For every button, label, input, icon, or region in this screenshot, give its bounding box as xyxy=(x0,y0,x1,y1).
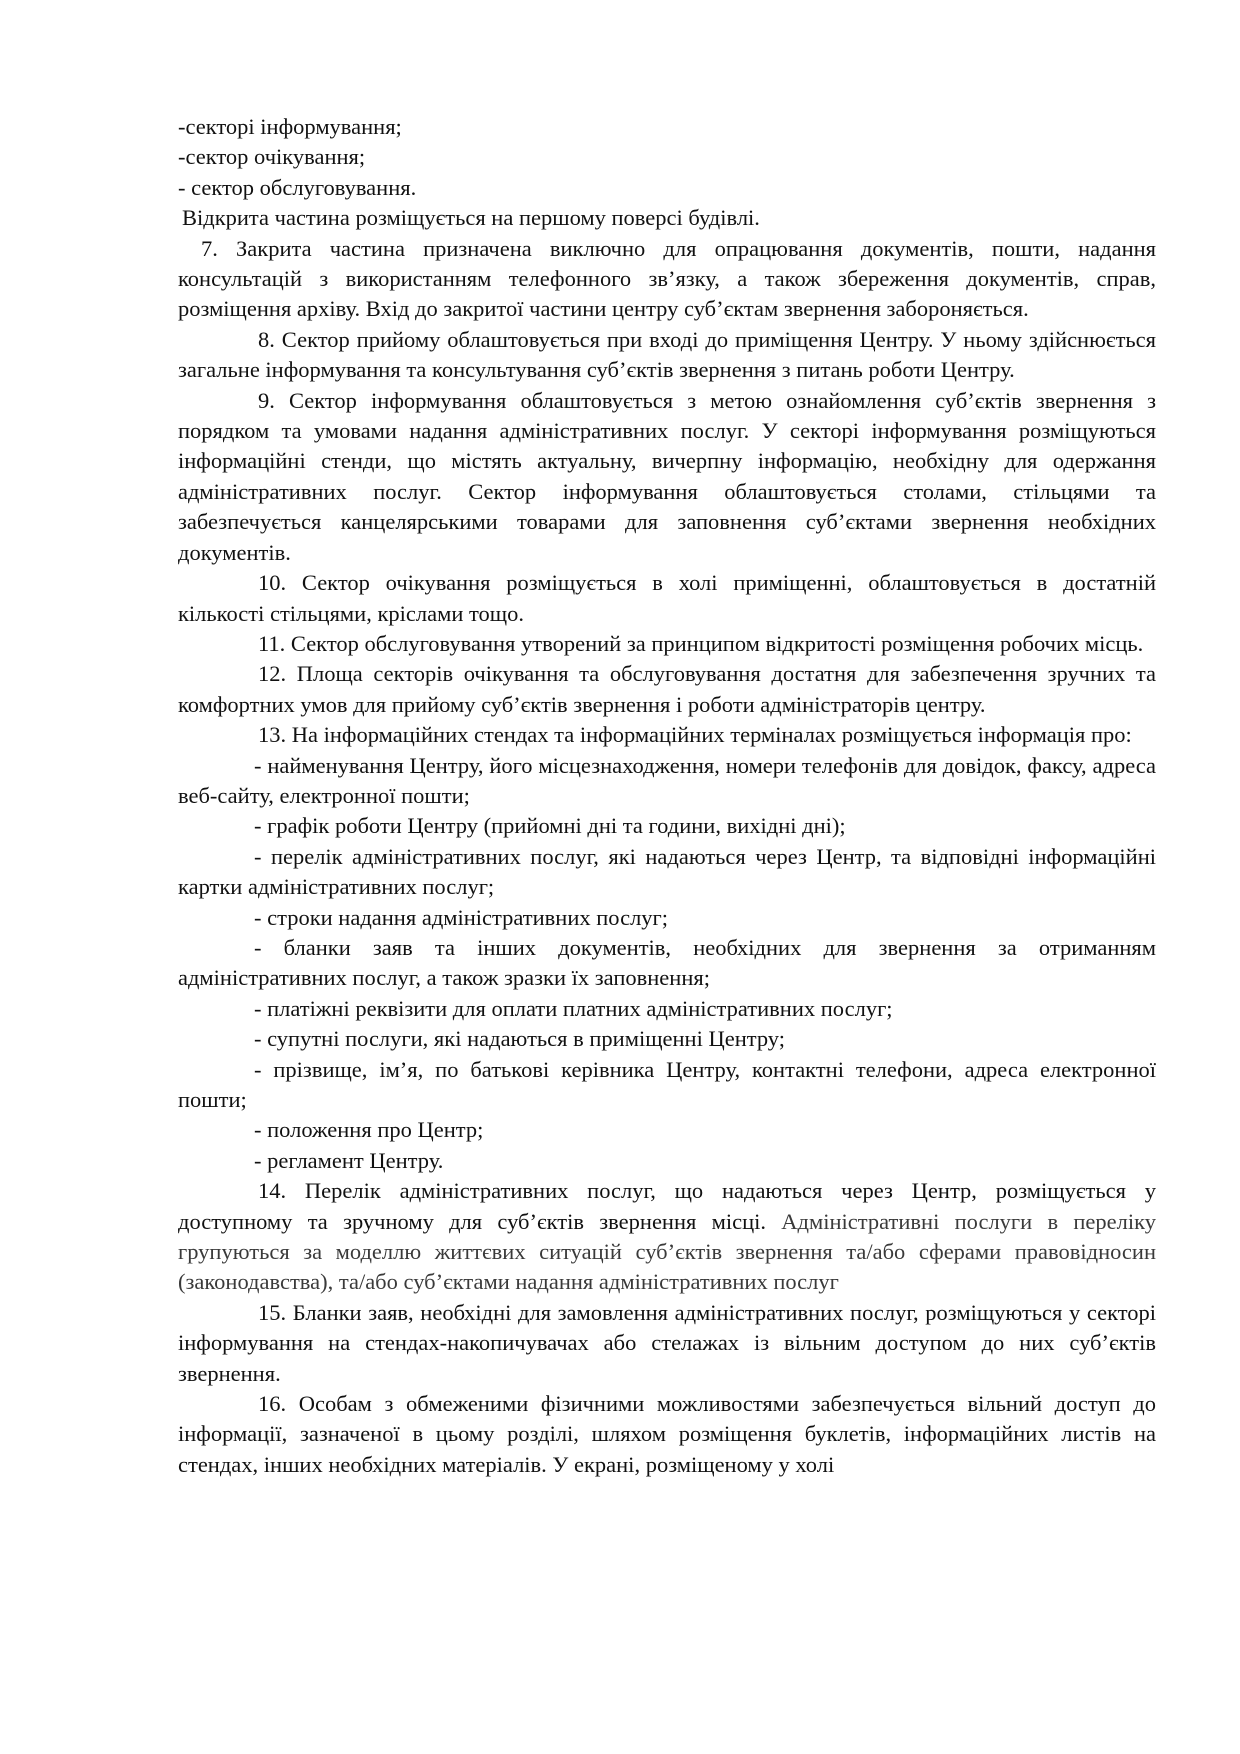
clause-13-text: 13. На інформаційних стендах та інформаційних терміналах розміщується інформація про: xyxy=(258,722,1132,748)
info-item-related-text: - супутні послуги, які надаються в приміщенні Центру; xyxy=(254,1026,786,1052)
info-item-payment-text: - платіжні реквізити для оплати платних адміністративних послуг; xyxy=(254,995,893,1021)
clause-7 xyxy=(178,234,1156,325)
sector-service-item-text: - сектор обслуговування. xyxy=(178,174,417,200)
clause-8 xyxy=(178,325,1156,386)
info-item-name-text: - найменування Центру, його місцезнаходження, номери телефонів для довідок, факсу, адреса веб-сайту, електронної пошти; xyxy=(178,752,1156,808)
sector-service-item xyxy=(178,173,1156,203)
info-item-payment xyxy=(178,994,1156,1024)
clause-10-text: 10. Сектор очікування розміщується в холі приміщенні, облаштовується в достатній кількості стільцями, кріслами тощо. xyxy=(178,570,1156,626)
clause-16-text: 16. Особам з обмеженими фізичними можливостями забезпечується вільний доступ до інформації, зазначеної в цьому розділі, шляхом розміщення буклетів, інформаційних листів на стендах, інших необхідних матеріалів. У екрані, розміщеному у холі xyxy=(178,1391,1156,1477)
sector-waiting-item xyxy=(178,142,1156,172)
clause-14 xyxy=(178,1176,1156,1298)
clause-13 xyxy=(178,720,1156,750)
clause-14-tail-text: Адміністративні послуги в переліку групуються за моделлю життєвих ситуацій суб’єктів звернення та/або сферами правовідносин (законодавства), та/або суб’єктами надання адміністративних послуг xyxy=(178,1208,1156,1295)
clause-12 xyxy=(178,659,1156,720)
document-page xyxy=(178,112,1156,1480)
info-item-related xyxy=(178,1024,1156,1054)
sector-informing-item xyxy=(178,112,1156,142)
info-item-services-list xyxy=(178,842,1156,903)
info-item-services-list-text: - перелік адміністративних послуг, які надаються через Центр, та відповідні інформаційні картки адміністративних послуг; xyxy=(178,843,1156,900)
info-item-regulation-text: - положення про Центр; xyxy=(254,1117,484,1143)
info-item-forms-text: - бланки заяв та інших документів, необхідних для звернення за отриманням адміністративних послуг, а також зразки їх заповнення; xyxy=(178,934,1156,991)
info-item-forms xyxy=(178,933,1156,994)
clause-9-text: 9. Сектор інформування облаштовується з метою ознайомлення суб’єктів звернення з порядком та умовами надання адміністративних послуг. У секторі інформування розміщуються інформаційні стенди, що містять актуальну, вичерпну інформацію, необхідну для одержання адміністративних послуг. Сектор інформування облаштовується столами, стільцями та забезпечується канцелярськими товарами для заповнення суб’єктами звернення необхідних документів. xyxy=(178,387,1156,565)
info-item-rules xyxy=(178,1146,1156,1176)
clause-9 xyxy=(178,386,1156,568)
open-part-paragraph xyxy=(178,203,1156,233)
info-item-head-text: - прізвище, ім’я, по батькові керівника Центру, контактні телефони, адреса електронної пошти; xyxy=(178,1056,1156,1112)
clause-16 xyxy=(178,1389,1156,1480)
info-item-rules-text: - регламент Центру. xyxy=(254,1147,444,1173)
info-item-terms-text: - строки надання адміністративних послуг; xyxy=(254,904,669,930)
clause-14-text: 14. Перелік адміністративних послуг, що надаються через Центр, розміщується у доступному та зручному для суб’єктів звернення місці. xyxy=(178,1178,1156,1234)
info-item-schedule-text: - графік роботи Центру (прийомні дні та години, вихідні дні); xyxy=(254,813,846,839)
info-item-regulation xyxy=(178,1115,1156,1145)
clause-11 xyxy=(178,629,1156,659)
info-item-terms xyxy=(178,903,1156,933)
clause-10 xyxy=(178,568,1156,629)
sector-waiting-item-text: -сектор очікування; xyxy=(178,144,366,170)
clause-11-text: 11. Сектор обслуговування утворений за принципом відкритості розміщення робочих місць. xyxy=(258,630,1144,656)
clause-12-text: 12. Площа секторів очікування та обслуговування достатня для забезпечення зручних та комфортних умов для прийому суб’єктів звернення і роботи адміністраторів центру. xyxy=(178,661,1156,717)
clause-15-text: 15. Бланки заяв, необхідні для замовлення адміністративних послуг, розміщуються у секторі інформування на стендах-накопичувачах або стелажах із вільним доступом до них суб’єктів звернення. xyxy=(178,1299,1156,1386)
info-item-name xyxy=(178,751,1156,812)
info-item-schedule xyxy=(178,811,1156,841)
sector-informing-item-text: -секторі інформування; xyxy=(178,114,402,139)
clause-7-text: 7. Закрита частина призначена виключно для опрацювання документів, пошти, надання консультацій з використанням телефонного зв’язку, а також збереження документів, справ, розміщення архіву. Вхід до закритої частини центру суб’єктам звернення забороняється. xyxy=(178,235,1156,322)
info-item-head xyxy=(178,1055,1156,1116)
clause-15 xyxy=(178,1298,1156,1389)
open-part-paragraph-text: Відкрита частина розміщується на першому поверсі будівлі. xyxy=(182,205,760,231)
clause-8-text: 8. Сектор прийому облаштовується при вході до приміщення Центру. У ньому здійснюється загальне інформування та консультування суб’єктів звернення з питань роботи Центру. xyxy=(178,326,1156,383)
